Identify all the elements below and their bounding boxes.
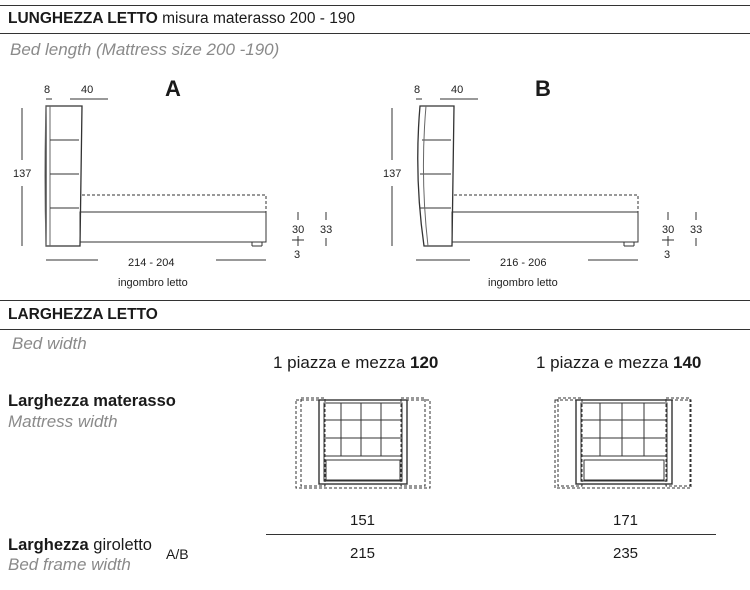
width-subtitle: Bed width [12,334,87,353]
col1-mattress-value: 151 [350,512,376,529]
col1-topview [295,396,435,496]
mattress-width-label-en: Mattress width [8,412,118,431]
col2-topview [554,396,694,496]
col2-mattress-value: 171 [613,512,639,529]
diagram-a-dim-3: 3 [294,249,301,261]
col2-frame-value: 235 [613,545,639,562]
diagram-b-caption: ingombro letto [488,277,558,289]
diagram-b-dim-30: 30 [662,224,675,236]
diagram-a-dim-137: 137 [13,168,32,180]
diagram-b-dim-3: 3 [664,249,671,261]
width-top-rule [0,300,750,301]
diagram-a-caption: ingombro letto [118,277,188,289]
length-title: LUNGHEZZA LETTO misura materasso 200 - 190 [8,10,356,27]
width-title-rule [0,329,750,330]
diagram-b-letter: B [535,76,551,101]
diagram-b-drawing [370,70,740,300]
diagram-b-dim-length: 216 - 206 [500,257,547,269]
diagram-a-dim-30: 30 [292,224,305,236]
width-title: LARGHEZZA LETTO [8,306,158,323]
diagram-a [0,70,360,300]
col1-title: 1 piazza e mezza 120 [273,353,439,372]
diagram-a-dim-8: 8 [44,84,51,96]
frame-width-label: Larghezza giroletto [8,536,152,554]
top-rule [0,5,750,6]
diagram-b [370,70,740,300]
frame-width-label-en: Bed frame width [8,555,131,574]
diagram-a-letter: A [165,76,181,101]
length-subtitle: Bed length (Mattress size 200 -190) [10,40,280,59]
diagram-b-dim-40: 40 [451,84,464,96]
diagram-a-dim-40: 40 [81,84,94,96]
mattress-width-label: Larghezza materasso [8,392,176,410]
values-divider [266,534,716,535]
diagram-b-dim-33: 33 [690,224,703,236]
diagram-a-drawing [0,70,360,300]
diagram-b-dim-8: 8 [414,84,421,96]
length-title-rule [0,33,750,34]
diagram-a-dim-33: 33 [320,224,333,236]
diagram-a-dim-length: 214 - 204 [128,257,175,269]
col1-frame-value: 215 [350,545,376,562]
frame-width-ab: A/B [166,546,189,562]
col2-title: 1 piazza e mezza 140 [536,353,702,372]
diagram-b-dim-137: 137 [383,168,402,180]
